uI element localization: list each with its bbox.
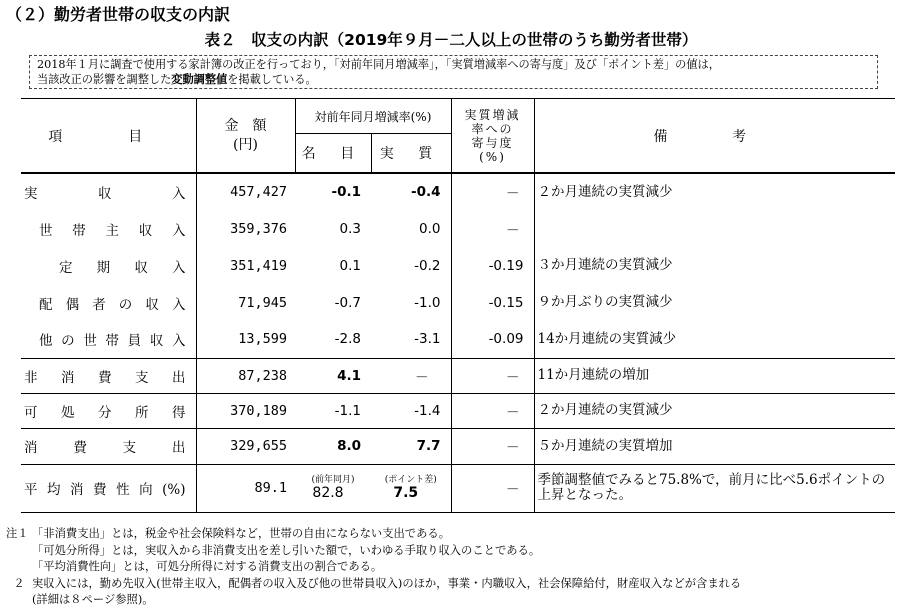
row-amount: 71,945 [196, 284, 295, 321]
table-title: 表２ 収支の内訳（2019年９月－二人以上の世帯のうち勤労者世帯） [204, 31, 698, 49]
table-row [21, 321, 895, 358]
row-contribution: － [451, 173, 534, 210]
row-nominal: -2.8 [295, 321, 371, 358]
table-row [21, 393, 895, 428]
row-remarks: 14か月連続の実質減少 [534, 321, 895, 358]
point-diff-value: 7.5 [393, 485, 419, 501]
note-2b: (詳細は８ページ参照)。 [32, 593, 154, 606]
row-remarks: ２か月連続の実質減少 [534, 173, 895, 210]
row-remarks: ２か月連続の実質減少 [534, 393, 895, 428]
income-expenditure-table [21, 98, 895, 513]
row-item: 可処分所得 [21, 393, 196, 428]
row-remarks: ３か月連続の実質減少 [534, 247, 895, 284]
note-1c: 「平均消費性向」とは，可処分所得に対する消費支出の割合である。 [32, 560, 383, 573]
header-remarks: 備 考 [534, 99, 895, 174]
row-item: 定期収入 [59, 259, 186, 276]
row-real: -1.4 [371, 393, 451, 428]
note-1a: 「非消費支出」とは，税金や社会保険料など，世帯の自由にならない支出である。 [32, 527, 450, 540]
row-contribution: － [451, 210, 534, 247]
row-item: 世帯主収入 [39, 222, 186, 239]
row-real: － [371, 358, 451, 393]
row-item: 実収入 [24, 186, 186, 202]
row-nominal: -0.7 [334, 294, 361, 311]
table-row [21, 247, 895, 284]
row-item: 他の世帯員収入 [21, 321, 196, 358]
note-2a: 実収入には，勤め先収入(世帯主収入，配偶者の収入及び他の世帯員収入)のほか，事業・内職収入，社会保障給付，財産収入などが含まれる [32, 576, 742, 590]
row-nominal: 0.1 [339, 257, 361, 274]
notice-bold-term: 変動調整値 [171, 72, 228, 86]
table-row [21, 428, 895, 464]
row-contribution: － [451, 428, 534, 464]
row-item: 非消費支出 [21, 358, 196, 393]
table-row [21, 358, 895, 393]
row-item: 平均消費性向(%) [21, 464, 196, 512]
row-contribution: － [451, 464, 534, 512]
row-amount: 89.1 [196, 464, 295, 512]
row-amount: 359,376 [196, 210, 295, 247]
note-1-label: 注１ [6, 527, 29, 540]
row-nominal: -1.1 [295, 393, 371, 428]
row-item: 消費支出 [21, 428, 196, 464]
notice-text: 当該改正の影響を調整した [37, 73, 172, 86]
adjustment-notice [29, 55, 878, 89]
header-amount-label: 金 額 [224, 117, 267, 134]
row-remarks: 季節調整値でみると75.8%で，前月に比べ5.6ポイントの上昇となった。 [534, 464, 895, 512]
row-amount: 329,655 [196, 428, 295, 464]
point-diff-cell [371, 464, 451, 512]
header-nominal: 名 目 [295, 134, 371, 174]
prev-year-cell [295, 464, 371, 512]
row-nominal: 4.1 [295, 358, 371, 393]
row-amount: 13,599 [196, 321, 295, 358]
row-nominal: -0.1 [331, 184, 361, 200]
row-real: -3.1 [371, 321, 451, 358]
row-real: 0.0 [419, 220, 441, 237]
row-contribution: -0.19 [451, 247, 534, 284]
header-amount [196, 99, 295, 174]
row-real: -0.4 [410, 184, 441, 200]
point-diff-label: (ポイント差) [384, 475, 437, 485]
row-real: -0.2 [414, 257, 441, 274]
section-title: （２）勤労者世帯の収支の内訳 [6, 5, 231, 24]
notice-line-1: 2018年１月に調査で使用する家計簿の改正を行っており，「対前年同月増減率」，「実質増減率への寄与度」及び「ポイント差」の値は， [37, 58, 720, 71]
notice-line-2 [37, 72, 870, 87]
row-contribution: -0.09 [451, 321, 534, 358]
header-amount-unit: (円) [233, 136, 258, 153]
header-contribution: 実質増減 率への 寄与度 (%) [451, 99, 534, 174]
note-2-label: ２ [13, 576, 25, 590]
prev-year-value: 82.8 [312, 485, 344, 501]
prev-year-label: (前年同月) [311, 475, 355, 485]
row-amount: 87,238 [196, 358, 295, 393]
row-remarks: ９か月ぶりの実質減少 [534, 284, 895, 321]
row-nominal: 0.3 [339, 220, 361, 237]
header-yoy: 対前年同月増減率(%) [295, 99, 451, 134]
row-amount: 351,419 [196, 247, 295, 284]
notice-text-end: を掲載している。 [227, 73, 317, 86]
table-row [21, 173, 895, 210]
row-contribution: － [451, 393, 534, 428]
header-real: 実 質 [371, 134, 451, 174]
row-real: 7.7 [371, 428, 451, 464]
table-row [21, 210, 895, 247]
row-real: -1.0 [414, 294, 441, 311]
row-item: 配偶者の収入 [39, 296, 186, 313]
row-nominal: 8.0 [295, 428, 371, 464]
row-contribution: -0.15 [451, 284, 534, 321]
row-remarks: ５か月連続の実質増加 [534, 428, 895, 464]
row-remarks: 11か月連続の増加 [534, 358, 895, 393]
row-remarks [534, 210, 895, 247]
note-1b: 「可処分所得」とは，実収入から非消費支出を差し引いた額で，いわゆる手取り収入のことである。 [32, 543, 541, 557]
table-row [21, 284, 895, 321]
row-contribution: － [451, 358, 534, 393]
row-amount: 457,427 [196, 173, 295, 210]
footnotes [6, 526, 896, 609]
row-amount: 370,189 [196, 393, 295, 428]
table-row-propensity [21, 464, 895, 512]
header-item: 項 目 [21, 99, 196, 174]
